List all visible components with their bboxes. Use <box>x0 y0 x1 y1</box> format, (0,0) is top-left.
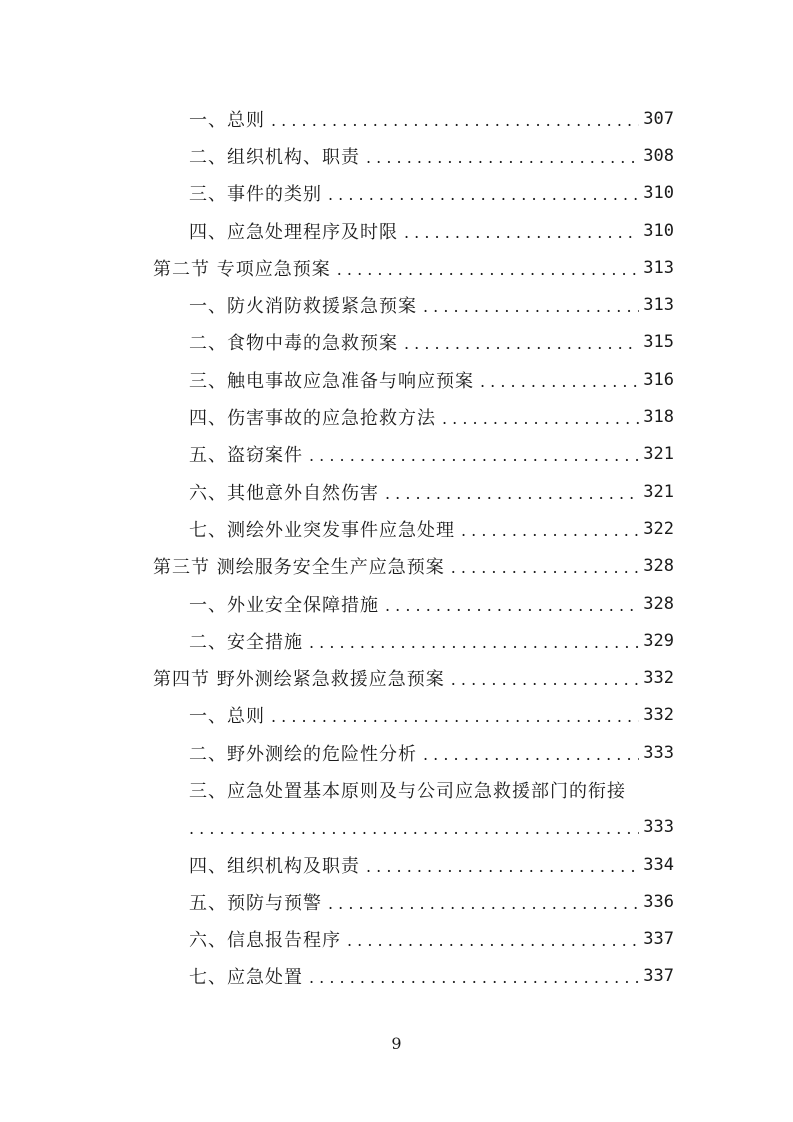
toc-entry[interactable] <box>0 921 793 958</box>
toc-entry-title: 四、应急处理程序及时限 <box>189 221 398 243</box>
toc-entry-title: 六、其他意外自然伤害 <box>189 482 379 504</box>
toc-entry-title: 四、组织机构及职责 <box>189 855 360 877</box>
toc-entry[interactable] <box>0 361 793 398</box>
toc-leader-dots <box>451 560 640 576</box>
toc-entry[interactable] <box>0 100 793 137</box>
toc-entry-title: 第二节 专项应急预案 <box>153 258 331 280</box>
toc-entry-page: 313 <box>643 295 674 316</box>
toc-entry[interactable] <box>0 212 793 249</box>
toc-entry-continuation[interactable] <box>0 809 793 846</box>
toc-entry-page: 334 <box>643 854 674 875</box>
toc-entry[interactable] <box>0 473 793 510</box>
toc-leader-dots <box>404 336 639 352</box>
toc-entry-title: 七、测绘外业突发事件应急处理 <box>189 519 455 541</box>
toc-entry[interactable] <box>0 734 793 771</box>
toc-entry-page: 337 <box>643 929 674 950</box>
toc-entry-title: 二、安全措施 <box>189 631 303 653</box>
toc-entry-title: 二、野外测绘的危险性分析 <box>189 743 417 765</box>
toc-leader-dots <box>385 598 639 614</box>
toc-section-entry[interactable] <box>0 659 793 696</box>
toc-leader-dots <box>451 672 640 688</box>
toc-entry[interactable] <box>0 137 793 174</box>
toc-entry-title: 三、应急处置基本原则及与公司应急救援部门的衔接 <box>189 780 626 802</box>
toc-entry-page: 332 <box>643 668 674 689</box>
toc-entry-title: 一、外业安全保障措施 <box>189 594 379 616</box>
toc-entry-title: 三、触电事故应急准备与响应预案 <box>189 370 474 392</box>
toc-entry[interactable] <box>0 846 793 883</box>
toc-entry-page: 322 <box>643 518 674 539</box>
toc-entry[interactable] <box>0 175 793 212</box>
toc-entry-page: 336 <box>643 891 674 912</box>
toc-entry-title: 三、事件的类别 <box>189 184 322 206</box>
toc-entry[interactable] <box>0 398 793 435</box>
toc-entry-title: 一、总则 <box>189 109 265 131</box>
toc-entry-page: 307 <box>643 108 674 129</box>
toc-entry-title: 五、盗窃案件 <box>189 445 303 467</box>
table-of-contents <box>0 100 793 995</box>
toc-entry-page: 318 <box>643 407 674 428</box>
toc-leader-dots <box>480 374 639 390</box>
toc-section-entry[interactable] <box>0 249 793 286</box>
toc-entry-page: 337 <box>643 966 674 987</box>
toc-entry-title: 二、食物中毒的急救预案 <box>189 333 398 355</box>
toc-entry-page: 315 <box>643 332 674 353</box>
toc-entry-page: 310 <box>643 183 674 204</box>
toc-leader-dots <box>366 150 639 166</box>
toc-entry-page: 310 <box>643 220 674 241</box>
toc-entry[interactable] <box>0 286 793 323</box>
toc-entry-title: 一、防火消防救援紧急预案 <box>189 296 417 318</box>
toc-entry[interactable] <box>0 622 793 659</box>
toc-entry-title: 一、总则 <box>189 706 265 728</box>
toc-entry[interactable] <box>0 883 793 920</box>
toc-leader-dots <box>337 262 640 278</box>
toc-entry[interactable] <box>0 697 793 734</box>
toc-entry-page: 333 <box>643 742 674 763</box>
toc-entry[interactable] <box>0 958 793 995</box>
toc-leader-dots <box>461 523 639 539</box>
toc-leader-dots <box>271 113 639 129</box>
toc-entry-title: 七、应急处置 <box>189 967 303 989</box>
toc-entry-page: 321 <box>643 481 674 502</box>
toc-leader-dots <box>309 970 639 986</box>
page-number: 9 <box>391 1034 402 1053</box>
toc-entry-title: 六、信息报告程序 <box>189 930 341 952</box>
toc-leader-dots <box>328 896 639 912</box>
toc-entry-page: 316 <box>643 369 674 390</box>
toc-section-entry[interactable] <box>0 548 793 585</box>
toc-entry-page: 321 <box>643 444 674 465</box>
toc-entry[interactable] <box>0 585 793 622</box>
toc-entry[interactable] <box>0 436 793 473</box>
toc-entry-title: 四、伤害事故的应急抢救方法 <box>189 408 436 430</box>
toc-entry-page: 313 <box>643 257 674 278</box>
toc-entry[interactable] <box>0 324 793 361</box>
toc-leader-dots <box>385 486 639 502</box>
toc-entry-title: 第四节 野外测绘紧急救援应急预案 <box>153 669 445 691</box>
toc-leader-dots <box>442 411 639 427</box>
toc-leader-dots <box>404 225 639 241</box>
toc-entry-page: 333 <box>643 817 674 838</box>
toc-leader-dots <box>347 933 639 949</box>
toc-entry[interactable] <box>0 771 793 808</box>
toc-entry-page: 332 <box>643 705 674 726</box>
toc-leader-dots <box>309 635 639 651</box>
toc-leader-dots <box>271 709 639 725</box>
toc-leader-dots <box>423 299 639 315</box>
toc-leader-dots <box>328 187 639 203</box>
toc-entry-title: 第三节 测绘服务安全生产应急预案 <box>153 557 445 579</box>
toc-entry-title: 五、预防与预警 <box>189 892 322 914</box>
toc-leader-dots <box>423 747 639 763</box>
toc-entry-page: 328 <box>643 556 674 577</box>
toc-entry-page: 329 <box>643 630 674 651</box>
toc-entry[interactable] <box>0 510 793 547</box>
toc-leader-dots <box>309 448 639 464</box>
toc-leader-dots <box>366 859 639 875</box>
toc-entry-page: 308 <box>643 145 674 166</box>
toc-entry-title: 二、组织机构、职责 <box>189 146 360 168</box>
toc-leader-dots <box>189 821 639 837</box>
toc-entry-page: 328 <box>643 593 674 614</box>
